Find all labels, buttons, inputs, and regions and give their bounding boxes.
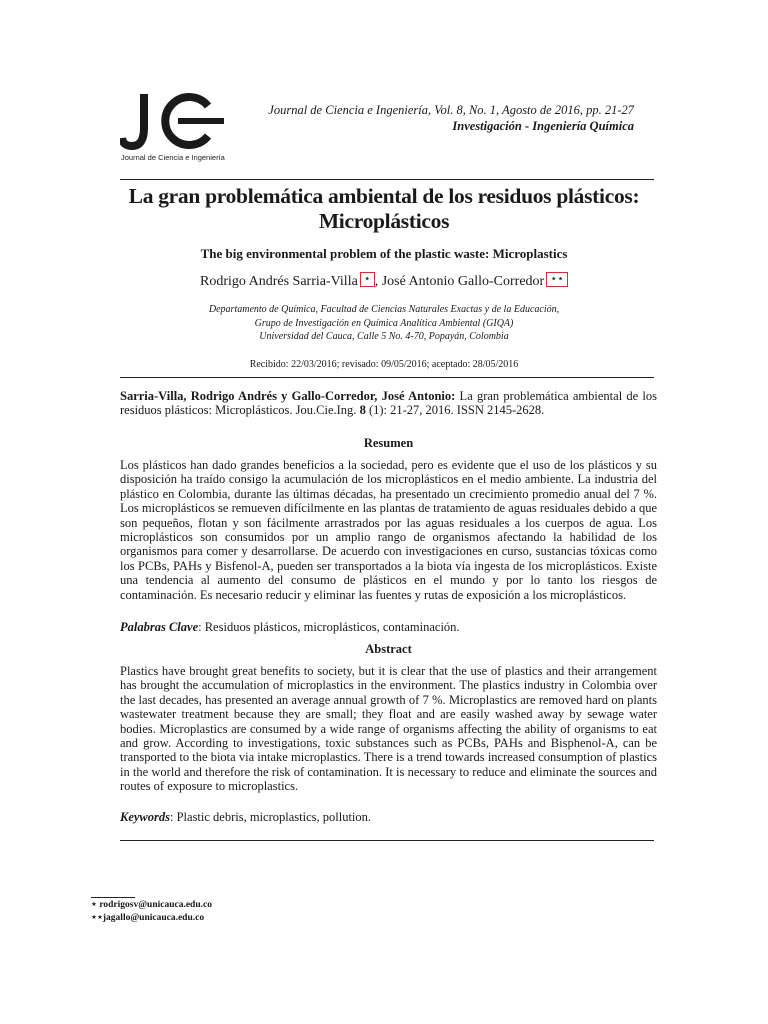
citation-authors: Sarria-Villa, Rodrigo Andrés y Gallo-Corredor, José Antonio:: [120, 389, 456, 403]
citation-text: (1): 21-27, 2016. ISSN 2145-2628.: [365, 403, 545, 418]
article-dates: Recibido: 22/03/2016; revisado: 09/05/2016; aceptado: 28/05/2016: [249, 359, 519, 370]
abstract-keywords: [120, 810, 657, 824]
article-title: La gran problemática ambiental de los residuos plásticos: Microplásticos: [128, 184, 640, 233]
keywords-text: : Residuos plásticos, microplásticos, contaminación.: [198, 620, 460, 634]
journal-citation-line: Journal de Ciencia e Ingeniería, Vol. 8, No. 1, Agosto de 2016, pp. 21-27: [268, 103, 634, 117]
resumen-keywords: [120, 620, 657, 634]
abstract-heading: Abstract: [365, 642, 412, 656]
jci-logo-icon: [120, 88, 240, 154]
footnote-link[interactable]: ⋆: [360, 272, 375, 287]
title-rule: [120, 377, 654, 378]
author-name: José Antonio Gallo-Corredor: [381, 274, 545, 289]
section-label: Investigación - Ingeniería Química: [452, 119, 634, 133]
keywords-label: Keywords: [120, 810, 170, 824]
keywords-text: : Plastic debris, microplastics, pollution.: [170, 810, 372, 824]
author-line: [100, 272, 668, 290]
affiliation-line: Grupo de Investigación en Química Analítica Ambiental (GIQA): [254, 317, 514, 329]
footnote-link[interactable]: ⋆⋆: [546, 272, 568, 287]
article-subtitle: The big environmental problem of the plastic waste: Microplastics: [200, 246, 568, 261]
affiliation-line: Departamento de Química, Facultad de Ciencias Naturales Exactas y de la Educación,: [208, 304, 560, 315]
citation: [120, 389, 657, 418]
resumen-body: Los plásticos han dado grandes beneficios a la sociedad, pero es evidente que el uso de los plásticos y su disposición ha traído consigo la acumulación de los microplásticos en el medio ambiente. La industria del plástico en Colombia, durante las últimas décadas, ha presentado un crecimiento promedio anual del 7 %. Los microplásticos se remueven difícilmente en las plantas de tratamiento de aguas residuales debido a que son pequeños, flotan y son fácilmente arrastrados por las aguas residuales a los cuerpos de agua. Los microplásticos son consumidos por un amplio rango de organismos afectando la habilidad de los organismos para comer y desarrollarse. De acuerdo con investigaciones en curso, sustancias tóxicas como los PCBs, PAHs y Bisfenol-A, pueden ser transportados a la biota vía ingesta de los microplásticos. Existe una tendencia al aumento del consumo de plásticos en el mundo y por lo tanto los riesgos de contaminación. Es necesario reducir y eliminar las fuentes y rutas de exposición a los microplásticos.: [120, 458, 657, 602]
header-rule: [120, 179, 654, 180]
affiliation: [100, 303, 668, 344]
footnote-rule: [91, 897, 135, 898]
footnote-email: ⋆⋆jagallo@unicauca.edu.co: [91, 913, 205, 923]
citation-volume: 8: [359, 403, 366, 418]
keywords-label: Palabras Clave: [120, 620, 199, 634]
abstract-rule: [120, 840, 654, 841]
logo-caption: Journal de Ciencia e Ingeniería: [121, 153, 225, 162]
affiliation-line: Universidad del Cauca, Calle 5 No. 4-70, Popayán, Colombia: [259, 331, 509, 342]
abstract-body: Plastics have brought great benefits to society, but it is clear that the use of plastics and their arrangement has brought the accumulation of microplastics in the environment. The plastics industry in Colombia over the last decades, has presented an average annual growth of 7 %. Microplastics are removed hard on plants wastewater treatment because they are small; they float and are easily washed away by sewage water bodies. Microplastics are consumed by a wide range of organisms affecting the ability of organisms to eat and grow. According to investigations, toxic substances such as PCBs, PAHs and Bisphenol-A, can be transported to the biota via intake microplastics. There is a trend towards increased consumption of plastics in the world and therefore the risk of contamination. It is necessary to reduce and eliminate the sources and routes of exposure to microplastics.: [120, 664, 657, 794]
resumen-heading: Resumen: [363, 436, 414, 450]
citation-text: La gran problemática ambiental de los residuos plásticos: Microplásticos. Jou.Cie.Ing.: [120, 389, 658, 418]
author-name: Rodrigo Andrés Sarria-Villa: [200, 274, 358, 289]
author-separator: ,: [374, 274, 382, 289]
footnote-email: ⋆ rodrigosv@unicauca.edu.co: [91, 900, 212, 910]
